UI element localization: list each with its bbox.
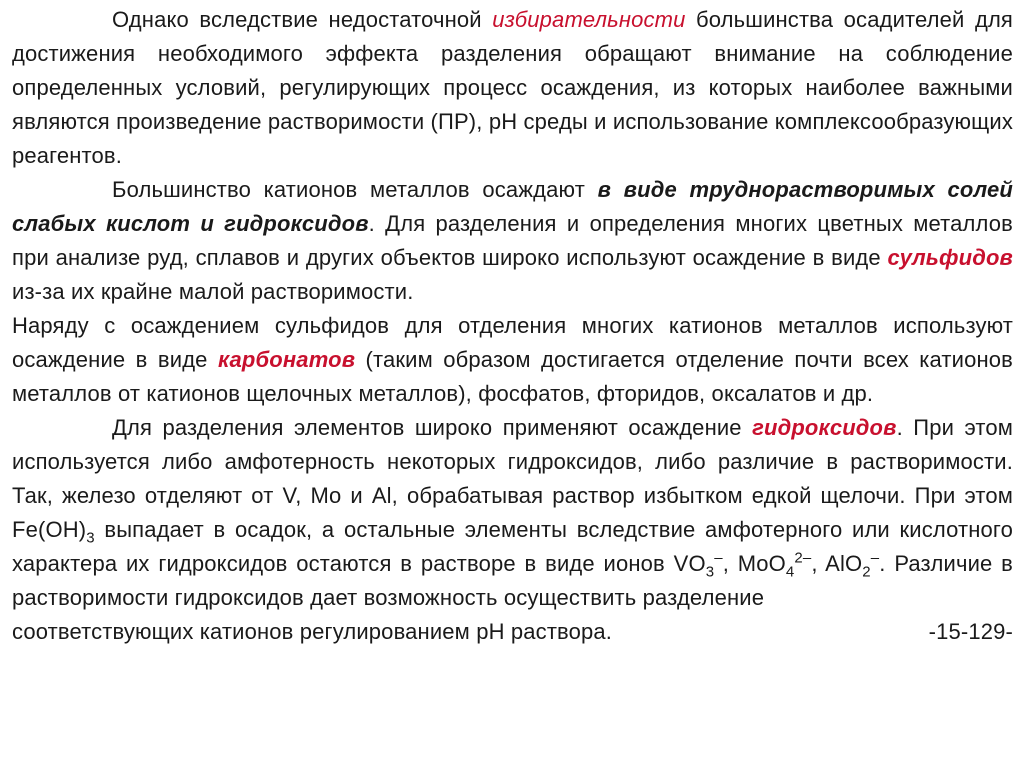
term-sulfides: сульфидов [887,245,1013,270]
paragraph-text: соответствующих катионов регулированием pH раствора. [12,619,613,644]
page-number: -15-129- [928,619,1013,644]
paragraph-text: Большинство катионов металлов осаждают [112,177,598,202]
paragraph-text: из-за их крайне малой растворимости. [12,279,414,304]
paragraph-text: Наряду с осаждением сульфидов для отделения многих катионов металлов используют осаждение в виде [12,313,1013,372]
subscript: 3 [86,529,95,547]
subscript: 2 [862,563,871,581]
paragraph-text: . Для разделения и определения многих цветных металлов при анализе руд, сплавов и других объектов широко используют осаждение в виде [12,211,1013,270]
final-line [12,615,1013,649]
term-carbonates: карбонатов [217,347,356,372]
paragraph-text: , AlO [811,551,863,576]
paragraph-hydroxides [12,411,1013,615]
paragraph-text: выпадает в осадок, а остальные элементы вследствие амфотерного или кислотного характера их гидроксидов остаются в растворе в виде ионов VO [12,517,1013,576]
term-hydroxides: гидроксидов [752,415,897,440]
paragraph-text: . Различие в растворимости гидроксидов дает возможность осуществить разделение [12,551,1013,610]
superscript: – [714,549,723,567]
paragraph-text: , MoO [722,551,786,576]
superscript: 2– [794,549,812,567]
paragraph-text: . При этом используется либо амфотерность некоторых гидроксидов, либо различие в растворимости. Так, железо отделяют от V, Mo и Al, обрабатывая раствор избытком едкой щелочи. При этом Fe(OH) [12,415,1013,542]
paragraph-text: большинства осадителей для достижения необходимого эффекта разделения обращают внимание на соблюдение определенных условий, регулирующих процесс осаждения, из которых наиболее важными являются произведение растворимости (ПР), pH среды и использование комплексообразующих реагентов. [12,7,1013,168]
subscript: 3 [705,563,715,581]
paragraph-text: Однако вследствие недостаточной [112,7,493,32]
paragraph-text: Для разделения элементов широко применяют осаждение [112,415,753,440]
subscript: 4 [785,563,795,581]
term-insoluble-salts: в виде труднорастворимых солей слабых кислот и гидроксидов [12,177,1013,236]
paragraph-text: (таким образом достигается отделение почти всех катионов металлов от катионов щелочных металлов), фосфатов, фторидов, оксалатов и др. [12,347,1013,406]
superscript: – [870,549,880,567]
paragraph-selectivity [12,3,1013,173]
document-page [12,3,1013,765]
paragraph-metal-cations [12,173,1013,309]
paragraph-carbonates [12,309,1013,411]
term-selectivity: избирательности [492,7,686,32]
